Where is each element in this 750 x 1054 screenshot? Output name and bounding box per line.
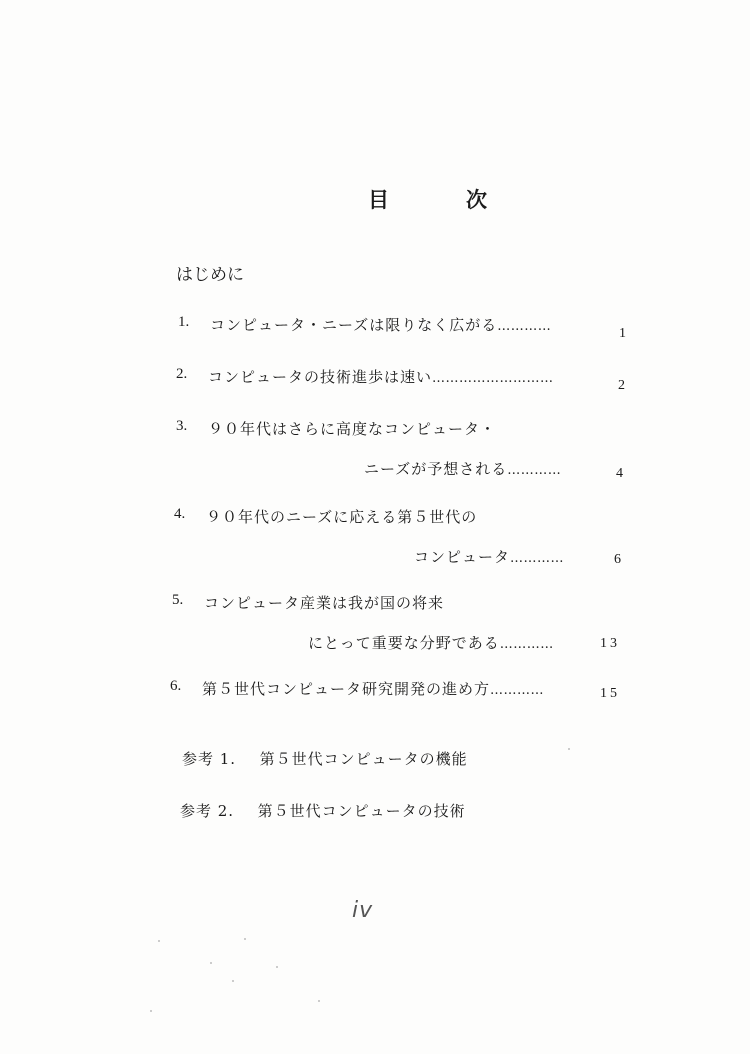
scan-speck [244,938,246,940]
scan-speck [210,962,212,964]
toc-entry-3-title-line1: ９０年代はさらに高度なコンピュータ・ [208,420,497,438]
reference-2-label: 参考 2. [180,802,235,820]
scan-speck [568,748,570,750]
toc-entry-2-leader: ……………………… [432,371,554,386]
toc-entry-2-page: 2 [618,378,628,393]
toc-entry-4-page: 6 [614,552,624,567]
scan-speck [150,1010,152,1012]
scan-speck [158,940,160,942]
scan-speck [318,1000,320,1002]
toc-entry-1-leader: ………… [497,319,552,334]
page-number: iv [352,898,374,923]
toc-entry-4-title-line2 [414,546,564,567]
reference-1-text: 第５世代コンピュータの機能 [259,750,468,768]
toc-entry-6-leader: ………… [490,683,545,698]
toc-entry-4-leader: ………… [510,551,565,566]
toc-entry-5-title-line1: コンピュータ産業は我が国の将来 [204,594,445,612]
toc-entry-5-page: 13 [600,636,620,651]
toc-entry-3-number: 3. [176,418,188,434]
toc-entry-2-number: 2. [176,366,188,382]
toc-entry-1-number: 1. [178,314,190,330]
toc-entry-3-title-line2 [364,458,561,479]
reference-1-label: 参考 1. [182,750,237,768]
toc-entry-4-text-cont: コンピュータ [414,548,511,566]
toc-entry-4-title-line1: ９０年代のニーズに応える第５世代の [206,508,478,526]
toc-entry-5-text-cont: にとって重要な分野である [308,634,500,652]
toc-entry-4-number: 4. [174,506,186,522]
toc-entry-6-number: 6. [170,678,182,694]
toc-entry-6-text: 第５世代コンピュータ研究開発の進め方 [202,680,491,698]
toc-entry-5-number: 5. [172,592,184,608]
toc-entry-3-page: 4 [616,466,626,481]
reference-1 [182,748,468,769]
toc-entry-1-text: コンピュータ・ニーズは限りなく広がる [210,316,498,334]
toc-intro: はじめに [176,265,244,285]
scan-speck [276,966,278,968]
toc-title: 目 次 [368,187,515,212]
toc-entry-3-text-cont: ニーズが予想される [364,460,508,478]
scan-speck [232,980,234,982]
toc-entry-2-text: コンピュータの技術進歩は速い [208,368,433,386]
toc-entry-5-title-line2 [308,632,554,653]
reference-2-text: 第５世代コンピュータの技術 [257,802,466,820]
toc-entry-2-title [208,366,554,387]
toc-entry-1-page: 1 [619,326,629,341]
toc-entry-5-leader: ………… [499,637,554,652]
toc-entry-6-title [202,678,544,699]
toc-entry-1-title [210,314,551,335]
toc-entry-6-page: 15 [600,686,620,701]
toc-entry-3-leader: ………… [507,463,562,478]
reference-2 [180,800,466,821]
